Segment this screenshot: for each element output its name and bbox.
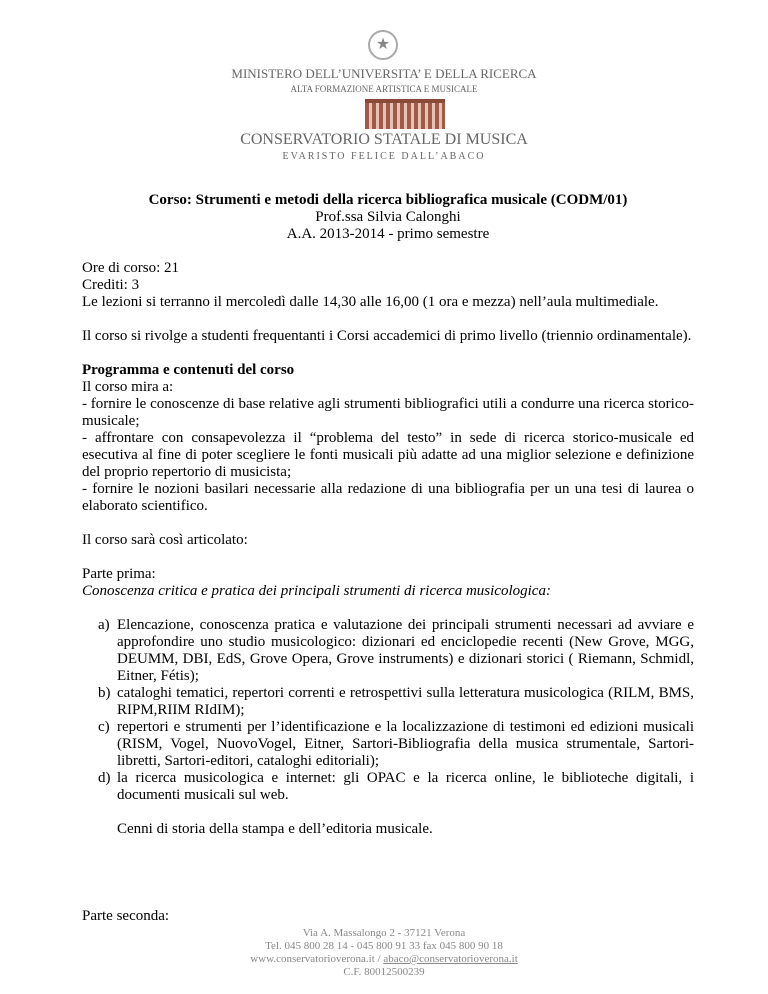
conservatory-name: CONSERVATORIO STATALE DI MUSICA [240, 131, 528, 148]
audience: Il corso si rivolge a studenti frequentanti i Corsi accademici di primo livello (triennio ordinamentale). [82, 328, 692, 344]
programme-intro: Il corso mira a: [82, 379, 174, 395]
aim-item: - fornire le nozioni basilari necessarie alla redazione di una bibliografia per un una tesi di laurea o elaborato scientifico. [82, 481, 694, 514]
list-item [82, 685, 694, 719]
conservatory-building-logo [365, 99, 445, 129]
list-item [82, 719, 694, 770]
part2-label: Parte seconda: [82, 908, 170, 924]
part1-label: Parte prima: [82, 566, 156, 582]
list-item [82, 770, 694, 804]
conservatory-subname: EVARISTO FELICE DALL’ABACO [282, 151, 486, 162]
aim-item: - affrontare con consapevolezza il “problema del testo” in sede di ricerca storico-musicale ed esecutiva al fine di poter scegliere le fonti musicali più adatte ad una miglior selezione e definizione del proprio repertorio di musicista; [82, 430, 694, 480]
document-body [82, 192, 694, 838]
footer-phone: Tel. 045 800 28 14 - 045 800 91 33 fax 045 800 90 18 [265, 940, 503, 952]
list-text: cataloghi tematici, repertori correnti e retrospettivi sulla letteratura musicologica (RILM, BMS, RIPM,RIIM RIdIM); [117, 685, 694, 718]
course-hours: Ore di corso: 21 [82, 260, 180, 276]
list-marker: d) [98, 770, 111, 786]
italian-republic-emblem-icon: ★ [368, 30, 398, 60]
programme-heading: Programma e contenuti del corso [82, 362, 295, 378]
separator: / [374, 953, 384, 965]
list-item [82, 617, 694, 685]
part1-note: Cenni di storia della stampa e dell’editoria musicale. [117, 821, 433, 837]
list-marker: b) [98, 685, 111, 701]
course-title: Corso: Strumenti e metodi della ricerca bibliografica musicale (CODM/01) [148, 192, 628, 208]
list-marker: a) [98, 617, 110, 633]
website-link[interactable]: www.conservatorioverona.it [250, 953, 375, 965]
professor: Prof.ssa Silvia Calonghi [315, 209, 461, 225]
ministry-name: MINISTERO DELL’UNIVERSITA’ E DELLA RICERCA [231, 66, 537, 81]
list-marker: c) [98, 719, 110, 735]
afam-label: ALTA FORMAZIONE ARTISTICA E MUSICALE [290, 84, 478, 94]
course-credits: Crediti: 3 [82, 277, 140, 293]
list-text: Elencazione, conoscenza pratica e valutazione dei principali strumenti necessari ad avviare e approfondire uno studio musicologico: dizionari ed enciclopedie recenti (New Grove, MGG, DEUMM, DBI, EdS, Grove Opera, Grove instruments) e dizionari storici ( Riemann, Schmidl, Eitner, Fétis); [117, 617, 694, 684]
footer-web [0, 953, 768, 966]
list-text: la ricerca musicologica e internet: gli OPAC e la ricerca online, le biblioteche digitali, i documenti musicali sul web. [117, 770, 694, 803]
aim-item: - fornire le conoscenze di base relative agli strumenti bibliografici utili a condurre una ricerca storico-musicale; [82, 396, 694, 429]
footer-address: Via A. Massalongo 2 - 37121 Verona [302, 927, 466, 939]
academic-year: A.A. 2013-2014 - primo semestre [286, 226, 490, 242]
structure-intro: Il corso sarà così articolato: [82, 532, 248, 548]
part1-list [82, 617, 694, 804]
footer-tax-code: C.F. 80012500239 [343, 966, 425, 978]
email-link[interactable]: abaco@conservatorioverona.it [383, 953, 518, 965]
course-schedule: Le lezioni si terranno il mercoledì dalle 14,30 alle 16,00 (1 ora e mezza) nell’aula multimediale. [82, 294, 659, 310]
part1-subtitle: Conoscenza critica e pratica dei principali strumenti di ricerca musicologica: [82, 583, 551, 599]
list-text: repertori e strumenti per l’identificazione e la localizzazione di testimoni ed edizioni musicali (RISM, Vogel, NuovoVogel, Eitner, Sartori-Bibliografia della musica strumentale, Sartori-libretti, Sartori-editori, cataloghi editoriali); [117, 719, 694, 769]
